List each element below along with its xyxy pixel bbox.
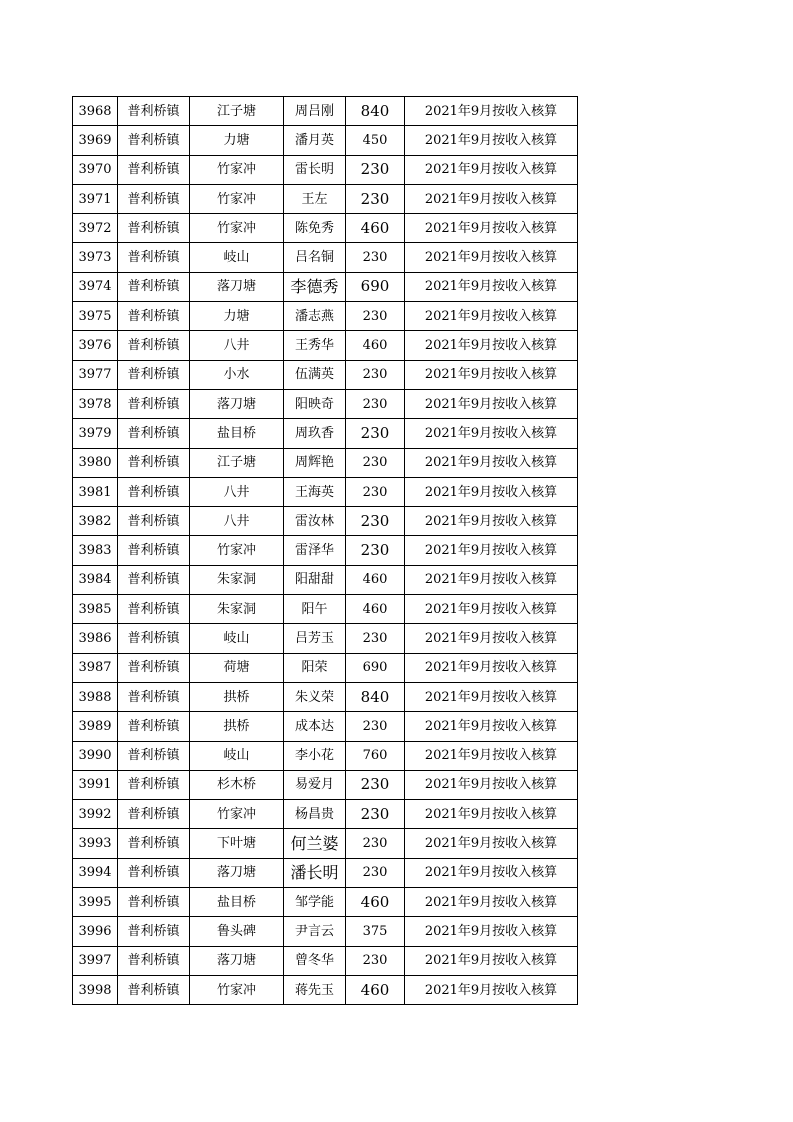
cell-note: 2021年9月按收入核算 [405,477,578,506]
cell-town: 普利桥镇 [118,770,190,799]
cell-record-number: 3988 [73,682,118,711]
cell-village: 岐山 [190,624,284,653]
cell-town: 普利桥镇 [118,419,190,448]
cell-person-name: 潘月英 [284,126,346,155]
table-row [73,975,578,1004]
cell-person-name: 潘长明 [284,858,346,887]
cell-note: 2021年9月按收入核算 [405,829,578,858]
cell-amount: 840 [346,682,405,711]
cell-record-number: 3976 [73,331,118,360]
cell-village: 竹家冲 [190,536,284,565]
cell-record-number: 3977 [73,360,118,389]
table-row [73,155,578,184]
cell-town: 普利桥镇 [118,946,190,975]
cell-town: 普利桥镇 [118,389,190,418]
cell-record-number: 3984 [73,565,118,594]
cell-note: 2021年9月按收入核算 [405,565,578,594]
cell-amount: 460 [346,214,405,243]
table-body [73,97,578,1005]
cell-amount: 760 [346,741,405,770]
cell-amount: 230 [346,507,405,536]
cell-village: 盐目桥 [190,888,284,917]
cell-note: 2021年9月按收入核算 [405,536,578,565]
cell-village: 拱桥 [190,712,284,741]
cell-town: 普利桥镇 [118,536,190,565]
cell-town: 普利桥镇 [118,858,190,887]
cell-person-name: 吕名铜 [284,243,346,272]
cell-amount: 230 [346,770,405,799]
cell-town: 普利桥镇 [118,595,190,624]
table-row [73,917,578,946]
cell-note: 2021年9月按收入核算 [405,360,578,389]
cell-note: 2021年9月按收入核算 [405,331,578,360]
cell-person-name: 周辉艳 [284,448,346,477]
cell-town: 普利桥镇 [118,97,190,126]
cell-village: 落刀塘 [190,946,284,975]
cell-person-name: 雷长明 [284,155,346,184]
cell-village: 力塘 [190,302,284,331]
cell-village: 竹家冲 [190,800,284,829]
cell-note: 2021年9月按收入核算 [405,448,578,477]
cell-person-name: 雷汝林 [284,507,346,536]
cell-note: 2021年9月按收入核算 [405,624,578,653]
cell-person-name: 成本达 [284,712,346,741]
table-row [73,888,578,917]
cell-person-name: 邹学能 [284,888,346,917]
cell-person-name: 伍满英 [284,360,346,389]
table-row [73,858,578,887]
cell-amount: 460 [346,331,405,360]
cell-town: 普利桥镇 [118,448,190,477]
cell-amount: 230 [346,477,405,506]
cell-record-number: 3990 [73,741,118,770]
table-row [73,946,578,975]
cell-town: 普利桥镇 [118,126,190,155]
cell-record-number: 3973 [73,243,118,272]
cell-town: 普利桥镇 [118,800,190,829]
cell-amount: 230 [346,800,405,829]
table-row [73,507,578,536]
cell-record-number: 3975 [73,302,118,331]
cell-record-number: 3980 [73,448,118,477]
table-row [73,682,578,711]
cell-note: 2021年9月按收入核算 [405,507,578,536]
cell-person-name: 朱义荣 [284,682,346,711]
cell-person-name: 阳甜甜 [284,565,346,594]
cell-village: 八井 [190,507,284,536]
cell-town: 普利桥镇 [118,243,190,272]
table-row [73,624,578,653]
cell-record-number: 3986 [73,624,118,653]
cell-note: 2021年9月按收入核算 [405,946,578,975]
cell-village: 八井 [190,331,284,360]
table-row [73,419,578,448]
cell-amount: 230 [346,712,405,741]
cell-note: 2021年9月按收入核算 [405,741,578,770]
cell-town: 普利桥镇 [118,829,190,858]
cell-note: 2021年9月按收入核算 [405,595,578,624]
cell-record-number: 3985 [73,595,118,624]
table-row [73,712,578,741]
cell-person-name: 潘志燕 [284,302,346,331]
cell-note: 2021年9月按收入核算 [405,419,578,448]
cell-record-number: 3970 [73,155,118,184]
cell-village: 下叶塘 [190,829,284,858]
cell-record-number: 3989 [73,712,118,741]
cell-town: 普利桥镇 [118,917,190,946]
cell-note: 2021年9月按收入核算 [405,302,578,331]
cell-village: 竹家冲 [190,214,284,243]
table-row [73,302,578,331]
cell-town: 普利桥镇 [118,302,190,331]
cell-person-name: 阳午 [284,595,346,624]
cell-note: 2021年9月按收入核算 [405,975,578,1004]
cell-village: 岐山 [190,243,284,272]
table-row [73,477,578,506]
cell-amount: 230 [346,858,405,887]
cell-note: 2021年9月按收入核算 [405,155,578,184]
cell-note: 2021年9月按收入核算 [405,653,578,682]
cell-record-number: 3994 [73,858,118,887]
cell-amount: 690 [346,653,405,682]
cell-person-name: 阳映奇 [284,389,346,418]
cell-town: 普利桥镇 [118,653,190,682]
cell-village: 小水 [190,360,284,389]
cell-amount: 230 [346,536,405,565]
cell-town: 普利桥镇 [118,477,190,506]
cell-person-name: 李小花 [284,741,346,770]
cell-record-number: 3971 [73,184,118,213]
cell-record-number: 3995 [73,888,118,917]
cell-note: 2021年9月按收入核算 [405,214,578,243]
cell-amount: 460 [346,565,405,594]
table-row [73,770,578,799]
cell-record-number: 3996 [73,917,118,946]
cell-person-name: 何兰婆 [284,829,346,858]
cell-village: 竹家冲 [190,184,284,213]
cell-town: 普利桥镇 [118,155,190,184]
table-row [73,360,578,389]
cell-note: 2021年9月按收入核算 [405,858,578,887]
cell-person-name: 阳荣 [284,653,346,682]
cell-record-number: 3992 [73,800,118,829]
cell-village: 八井 [190,477,284,506]
cell-town: 普利桥镇 [118,331,190,360]
cell-amount: 230 [346,829,405,858]
cell-record-number: 3997 [73,946,118,975]
cell-record-number: 3987 [73,653,118,682]
cell-note: 2021年9月按收入核算 [405,97,578,126]
cell-note: 2021年9月按收入核算 [405,712,578,741]
table-row [73,448,578,477]
cell-record-number: 3981 [73,477,118,506]
cell-village: 杉木桥 [190,770,284,799]
table-row [73,389,578,418]
cell-person-name: 杨昌贵 [284,800,346,829]
cell-amount: 230 [346,184,405,213]
cell-person-name: 李德秀 [284,272,346,301]
cell-note: 2021年9月按收入核算 [405,888,578,917]
cell-person-name: 陈免秀 [284,214,346,243]
cell-person-name: 王秀华 [284,331,346,360]
table-row [73,653,578,682]
cell-note: 2021年9月按收入核算 [405,800,578,829]
cell-amount: 230 [346,155,405,184]
cell-person-name: 王左 [284,184,346,213]
cell-note: 2021年9月按收入核算 [405,272,578,301]
table-row [73,97,578,126]
cell-record-number: 3998 [73,975,118,1004]
cell-record-number: 3972 [73,214,118,243]
cell-amount: 230 [346,360,405,389]
cell-town: 普利桥镇 [118,360,190,389]
cell-note: 2021年9月按收入核算 [405,682,578,711]
cell-record-number: 3991 [73,770,118,799]
cell-note: 2021年9月按收入核算 [405,184,578,213]
cell-town: 普利桥镇 [118,741,190,770]
table-row [73,800,578,829]
cell-person-name: 尹言云 [284,917,346,946]
cell-village: 竹家冲 [190,975,284,1004]
cell-record-number: 3983 [73,536,118,565]
cell-note: 2021年9月按收入核算 [405,389,578,418]
cell-amount: 450 [346,126,405,155]
cell-village: 朱家洞 [190,565,284,594]
cell-village: 盐目桥 [190,419,284,448]
cell-town: 普利桥镇 [118,624,190,653]
cell-amount: 230 [346,448,405,477]
cell-village: 落刀塘 [190,389,284,418]
cell-note: 2021年9月按收入核算 [405,243,578,272]
data-table [72,96,578,1005]
cell-person-name: 周吕刚 [284,97,346,126]
cell-person-name: 易爱月 [284,770,346,799]
cell-village: 荷塘 [190,653,284,682]
table-row [73,126,578,155]
table-row [73,536,578,565]
cell-village: 拱桥 [190,682,284,711]
cell-person-name: 雷泽华 [284,536,346,565]
table-row [73,565,578,594]
cell-amount: 230 [346,389,405,418]
cell-amount: 230 [346,946,405,975]
cell-town: 普利桥镇 [118,712,190,741]
cell-record-number: 3978 [73,389,118,418]
cell-amount: 460 [346,888,405,917]
table-row [73,214,578,243]
cell-town: 普利桥镇 [118,184,190,213]
cell-town: 普利桥镇 [118,975,190,1004]
cell-amount: 840 [346,97,405,126]
table-row [73,829,578,858]
cell-amount: 230 [346,624,405,653]
cell-amount: 460 [346,975,405,1004]
cell-person-name: 王海英 [284,477,346,506]
cell-record-number: 3993 [73,829,118,858]
cell-village: 江子塘 [190,97,284,126]
cell-amount: 690 [346,272,405,301]
cell-note: 2021年9月按收入核算 [405,126,578,155]
cell-record-number: 3968 [73,97,118,126]
cell-village: 鲁头碑 [190,917,284,946]
cell-record-number: 3974 [73,272,118,301]
cell-person-name: 周玖香 [284,419,346,448]
table-row [73,272,578,301]
cell-amount: 230 [346,302,405,331]
cell-amount: 230 [346,419,405,448]
cell-town: 普利桥镇 [118,682,190,711]
cell-note: 2021年9月按收入核算 [405,770,578,799]
cell-amount: 230 [346,243,405,272]
cell-person-name: 吕芳玉 [284,624,346,653]
cell-record-number: 3969 [73,126,118,155]
table-row [73,331,578,360]
cell-village: 落刀塘 [190,272,284,301]
table-row [73,741,578,770]
cell-record-number: 3979 [73,419,118,448]
cell-amount: 375 [346,917,405,946]
cell-amount: 460 [346,595,405,624]
cell-village: 落刀塘 [190,858,284,887]
cell-village: 岐山 [190,741,284,770]
cell-village: 朱家洞 [190,595,284,624]
cell-town: 普利桥镇 [118,888,190,917]
table-row [73,595,578,624]
table-row [73,184,578,213]
cell-town: 普利桥镇 [118,565,190,594]
cell-village: 力塘 [190,126,284,155]
cell-person-name: 曾冬华 [284,946,346,975]
cell-village: 竹家冲 [190,155,284,184]
cell-note: 2021年9月按收入核算 [405,917,578,946]
cell-town: 普利桥镇 [118,214,190,243]
cell-village: 江子塘 [190,448,284,477]
table-row [73,243,578,272]
cell-town: 普利桥镇 [118,272,190,301]
cell-town: 普利桥镇 [118,507,190,536]
cell-record-number: 3982 [73,507,118,536]
cell-person-name: 蒋先玉 [284,975,346,1004]
